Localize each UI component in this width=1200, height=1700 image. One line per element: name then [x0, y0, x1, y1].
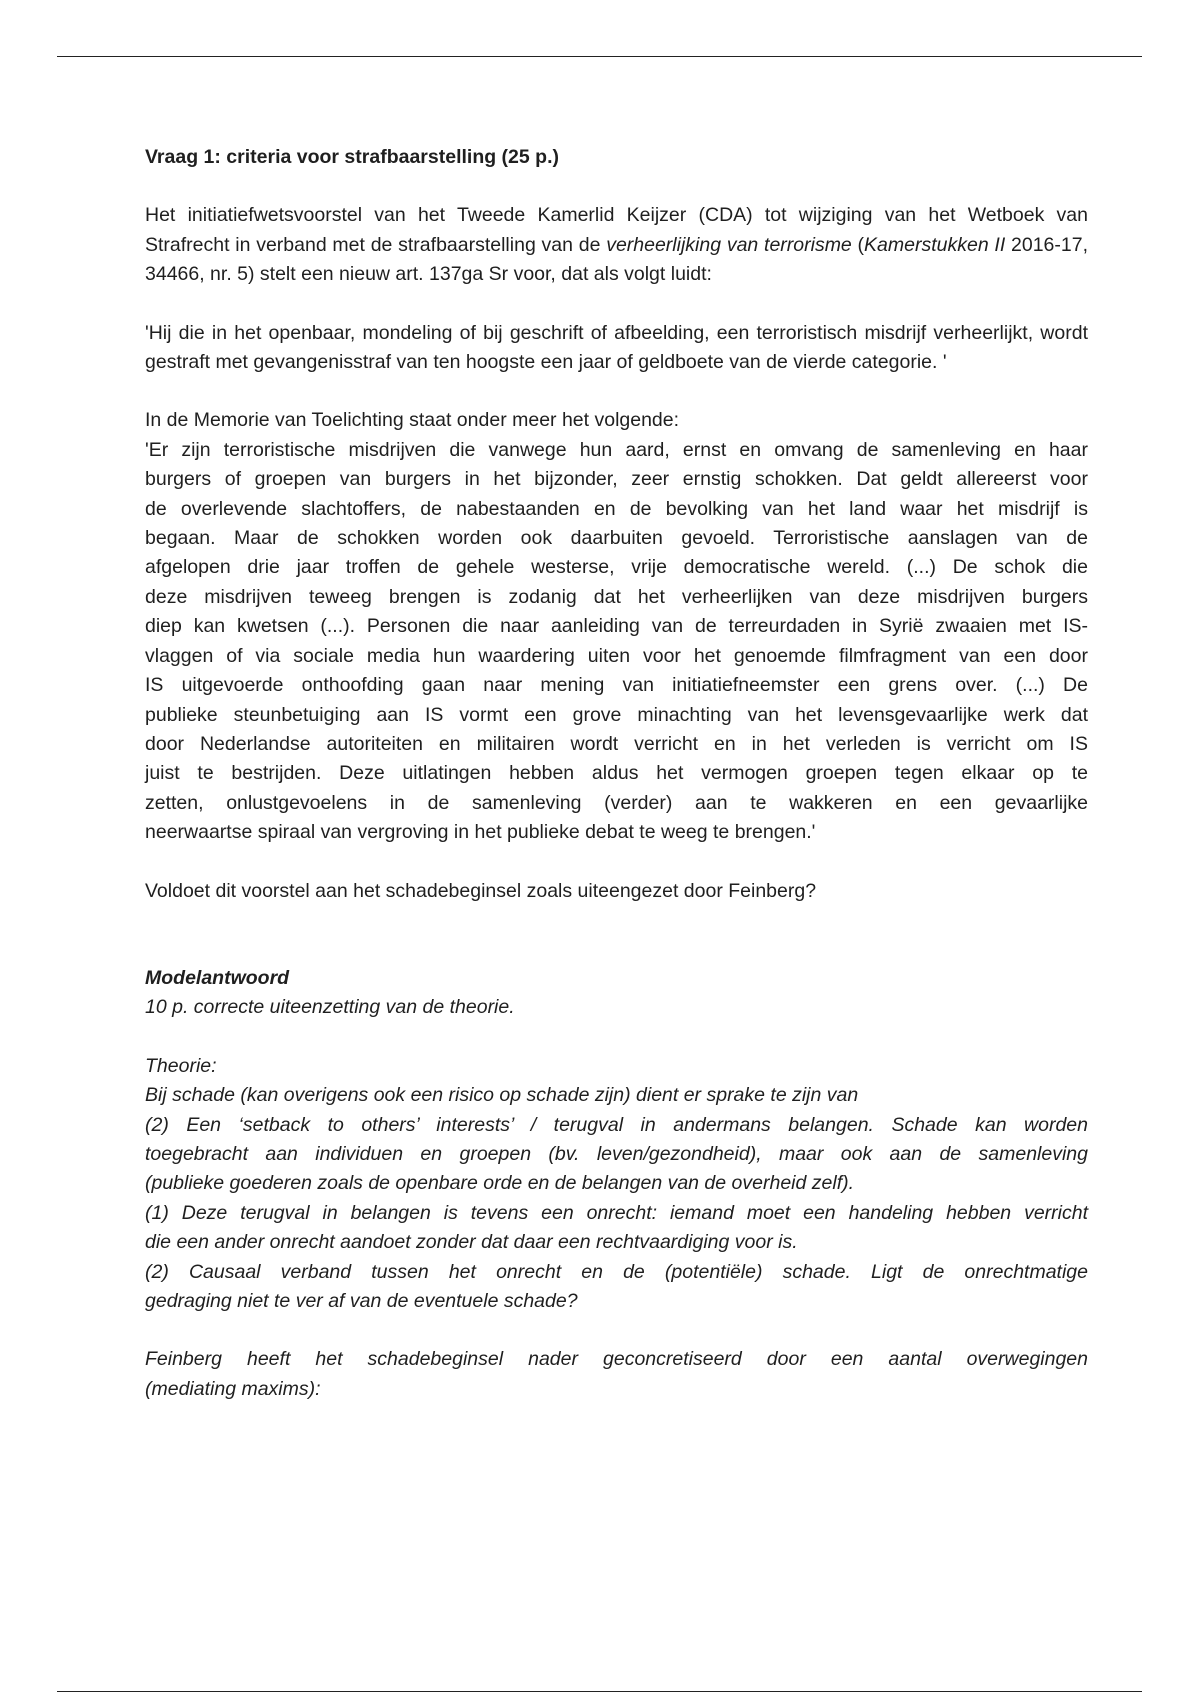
memorie-line: IS uitgevoerde onthoofding gaan naar mening van initiatiefneemster een grens over. (...) De — [145, 674, 1088, 697]
memorie-line: de overlevende slachtoffers, de nabestaanden en de bevolking van het land waar het misdrijf is — [145, 497, 1088, 520]
intro-italic-topic: verheerlijking van terrorisme — [606, 233, 852, 256]
model-answer-points: 10 p. correcte uiteenzetting van de theorie. — [145, 996, 515, 1019]
memorie-line: deze misdrijven teweeg brengen is zodanig dat het verheerlijken van deze misdrijven burgers — [145, 585, 1088, 608]
header-rule — [57, 56, 1142, 57]
feinberg-paragraph — [145, 1345, 1088, 1404]
footer-rule — [57, 1691, 1142, 1692]
feinberg-line: Feinberg heeft het schadebeginsel nader geconcretiseerd door een aantal overwegingen — [145, 1348, 1088, 1371]
feinberg-line: (mediating maxims): — [145, 1377, 321, 1400]
memorie-line: zetten, onlustgevoelens in de samenleving (verder) aan te wakkeren en een gevaarlijke — [145, 791, 1088, 814]
memorie-line: vlaggen of via sociale media hun waardering uiten voor het genoemde filmfragment van een door — [145, 644, 1088, 667]
theory-line: Bij schade (kan overigens ook een risico op schade zijn) dient er sprake te zijn van — [145, 1084, 859, 1107]
theory-block — [145, 1081, 1088, 1316]
intro-text: ( — [851, 233, 865, 256]
theory-line: (publieke goederen zoals de openbare orde en de belangen van de overheid zelf). — [145, 1172, 855, 1195]
memorie-line: juist te bestrijden. Deze uitlatingen hebben aldus het vermogen groepen tegen elkaar op te — [145, 762, 1088, 785]
memorie-line: 'Er zijn terroristische misdrijven die vanwege hun aard, ernst en omvang de samenleving en haar — [145, 438, 1088, 461]
memorie-line: begaan. Maar de schokken worden ook daarbuiten gevoeld. Terroristische aanslagen van de — [145, 527, 1088, 550]
memorie-line: neerwaartse spiraal van vergroving in het publieke debat te weeg te brengen.' — [145, 821, 816, 844]
theory-label: Theorie: — [145, 1054, 217, 1077]
memorie-line: burgers of groepen van burgers in het bijzonder, zeer ernstig schokken. Dat geldt allereerst voor — [145, 468, 1088, 491]
memorie-intro: In de Memorie van Toelichting staat onder meer het volgende: — [145, 409, 680, 432]
model-answer-heading: Modelantwoord — [145, 966, 290, 989]
memorie-quote — [145, 436, 1088, 848]
intro-paragraph — [145, 201, 1088, 289]
intro-text: Het initiatiefwetsvoorstel van het Tweede Kamerlid Keijzer (CDA) tot wijziging van het Wetboek van Strafrecht in verband met de strafbaarstelling van de — [145, 204, 1088, 256]
theory-line: (2) Causaal verband tussen het onrecht en de (potentiële) schade. Ligt de onrechtmatige — [145, 1260, 1088, 1283]
intro-text: 2016-17, 34466, nr. 5) stelt een nieuw art. 137ga Sr voor, dat als volgt luidt: — [145, 233, 1088, 286]
theory-line: toegebracht aan individuen en groepen (bv. leven/gezondheid), maar ook aan de samenleving — [145, 1142, 1088, 1165]
memorie-line: door Nederlandse autoriteiten en militairen wordt verricht en in het verleden is verricht om IS — [145, 732, 1088, 755]
question-title: Vraag 1: criteria voor strafbaarstelling (25 p.) — [145, 146, 559, 168]
question-text: Voldoet dit voorstel aan het schadebeginsel zoals uiteengezet door Feinberg? — [145, 879, 817, 902]
theory-line: (2) Een ‘setback to others’ interests’ / terugval in andermans belangen. Schade kan worden — [145, 1113, 1088, 1136]
intro-italic-source: Kamerstukken II — [864, 233, 1006, 256]
document-page — [145, 143, 1088, 1404]
theory-line: (1) Deze terugval in belangen is tevens een onrecht: iemand moet een handeling hebben verricht — [145, 1201, 1088, 1224]
memorie-line: afgelopen drie jaar troffen de gehele westerse, vrije democratische wereld. (...) De schok die — [145, 556, 1088, 579]
memorie-line: diep kan kwetsen (...). Personen die naar aanleiding van de terreurdaden in Syrië zwaaien met IS- — [145, 615, 1088, 638]
theory-line: die een ander onrecht aandoet zonder dat daar een rechtvaardiging voor is. — [145, 1231, 798, 1254]
memorie-line: publieke steunbetuiging aan IS vormt een grove minachting van het levensgevaarlijke werk dat — [145, 703, 1088, 726]
article-quote: 'Hij die in het openbaar, mondeling of bij geschrift of afbeelding, een terroristisch misdrijf verheerlijkt, wordt gestraft met gevangenisstraf van ten hoogste een jaar of geldboete van de vierde categorie. ' — [145, 321, 1088, 374]
theory-line: gedraging niet te ver af van de eventuele schade? — [145, 1290, 578, 1312]
